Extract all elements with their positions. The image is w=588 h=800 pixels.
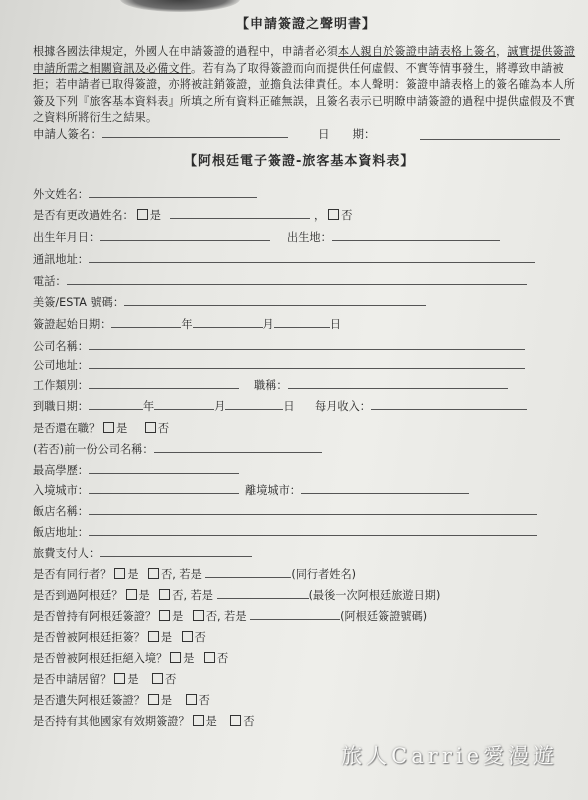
- yes-label: 是: [172, 610, 184, 623]
- residence-row: [33, 671, 176, 687]
- signature-row: [33, 126, 578, 143]
- education-row: [33, 462, 239, 478]
- declaration-title: 【申請簽證之聲明書】: [236, 17, 377, 32]
- companion-row: 是否有同行者？ 是 否, 若是 (同行者姓名): [33, 568, 357, 581]
- hotel-address-field[interactable]: [89, 524, 537, 536]
- day-label: 日: [329, 318, 341, 331]
- no-label: 否: [205, 610, 218, 623]
- visited-no-checkbox[interactable]: [159, 589, 170, 600]
- refused-visa-yes-checkbox[interactable]: [148, 631, 159, 642]
- entry-city-row: [33, 482, 239, 498]
- had-visa-field[interactable]: [250, 608, 340, 620]
- birth-date-field[interactable]: [100, 229, 270, 241]
- us-visa-field[interactable]: [124, 294, 426, 306]
- visited-field[interactable]: [217, 587, 309, 599]
- birth-place-label: 出生地：: [287, 231, 332, 244]
- declaration-underlined-2: 誠實提供簽證申請所需之相關資訊及必備文件: [33, 45, 576, 75]
- had-visa-no-checkbox[interactable]: [193, 610, 204, 621]
- no-label: 否: [341, 209, 353, 222]
- visa-start-row: [33, 316, 341, 332]
- yes-label: 是: [183, 652, 195, 665]
- job-type-field[interactable]: [89, 377, 239, 389]
- declaration-underlined-1: 本人親自於簽證申請表格上簽名: [337, 45, 497, 58]
- other-visa-row: [33, 713, 255, 729]
- companion-yes-checkbox[interactable]: [114, 568, 125, 579]
- payer-row: [33, 545, 252, 561]
- prev-company-field[interactable]: [154, 441, 322, 453]
- still-employed-label: 是否還在職？: [33, 422, 101, 435]
- declaration-text-part: 根據各國法律規定，外國人在申請簽證的過程中，申請者必須: [33, 45, 338, 58]
- birth-date-label: 出生年月日：: [33, 231, 101, 244]
- lost-visa-no-checkbox[interactable]: [186, 694, 197, 705]
- year-label: 年: [142, 400, 155, 413]
- yes-label: 是: [138, 589, 150, 602]
- prev-company-label: (若否)前一份公司名稱：: [33, 443, 154, 456]
- monthly-income-label: 每月收入：: [315, 400, 371, 413]
- yes-label: 是: [149, 209, 161, 222]
- declaration-text-part: 。若有為了取得簽證而向而提供任何虛假、不實等情事發生，將導致申請被拒；若申請者已取得簽證，亦將被註銷簽證，並擔負法律責任。本人聲明：簽證申請表格上的簽名確為本人所簽及下列『旅客基本資料表』所填之所有資料正確無誤，且簽名表示已明瞭申請簽證的過程中提供虛假及不實之資料所將衍生之結果。: [33, 61, 576, 125]
- lost-visa-yes-checkbox[interactable]: [148, 694, 159, 705]
- no-label: 否: [243, 715, 255, 728]
- company-name-field[interactable]: [89, 338, 525, 350]
- hotel-name-row: [33, 503, 537, 519]
- pen-shadow: [120, 0, 240, 12]
- address-field[interactable]: [89, 251, 535, 263]
- refused-visa-label: 是否曾被阿根廷拒簽？: [33, 631, 145, 644]
- residence-label: 是否申請居留？: [33, 673, 112, 686]
- visited-row: 是否到過阿根廷？ 是 否, 若是 (最後一次阿根廷旅遊日期): [33, 589, 441, 602]
- monthly-income-row: [315, 398, 527, 414]
- visa-start-year-field[interactable]: [111, 316, 181, 328]
- job-title-row: [254, 377, 508, 393]
- yes-label: 是: [127, 568, 139, 581]
- watermark: 旅人Carrie愛漫遊: [341, 744, 558, 768]
- had-visa-label: 是否曾持有阿根廷簽證？: [33, 610, 157, 623]
- payer-label: 旅費支付人：: [33, 547, 101, 560]
- refused-entry-row: [33, 650, 228, 666]
- still-employed-yes-checkbox[interactable]: [103, 422, 114, 433]
- education-label: 最高學歷：: [33, 464, 89, 477]
- birth-place-row: [287, 229, 500, 245]
- month-label: 月: [262, 318, 274, 331]
- refused-entry-label: 是否曾被阿根廷拒絕入境？: [33, 652, 168, 665]
- signature-field[interactable]: [102, 126, 288, 138]
- name-changed-label: 是否有更改過姓名：: [33, 209, 134, 222]
- refused-entry-no-checkbox[interactable]: [204, 652, 215, 663]
- education-field[interactable]: [89, 462, 239, 474]
- date-field[interactable]: [420, 128, 560, 140]
- if-yes-label: 若是: [190, 589, 213, 602]
- entry-city-label: 入境城市：: [33, 484, 89, 497]
- visited-note: (最後一次阿根廷旅遊日期): [308, 589, 441, 602]
- payer-field[interactable]: [100, 545, 252, 557]
- phone-label: 電話：: [33, 275, 67, 288]
- month-label: 月: [214, 400, 226, 413]
- hotel-address-row: [33, 524, 537, 540]
- visa-start-month-field[interactable]: [193, 316, 263, 328]
- still-employed-no-checkbox[interactable]: [145, 422, 156, 433]
- if-yes-label: 若是: [179, 568, 202, 581]
- job-row: [33, 377, 239, 393]
- name-changed-no-checkbox[interactable]: [328, 209, 339, 220]
- refused-entry-yes-checkbox[interactable]: [170, 652, 181, 663]
- signature-label: 申請人簽名：: [33, 127, 102, 141]
- residence-yes-checkbox[interactable]: [114, 673, 125, 684]
- job-type-label: 工作類別：: [33, 379, 89, 392]
- yes-label: 是: [127, 673, 139, 686]
- start-date-label: 到職日期：: [33, 400, 89, 413]
- declaration-text: [33, 44, 578, 127]
- yes-label: 是: [205, 715, 217, 728]
- us-visa-row: [33, 294, 426, 310]
- other-visa-label: 是否持有其他國家有效期簽證？: [33, 715, 190, 728]
- exit-city-field[interactable]: [301, 482, 469, 494]
- foreign-name-row: [33, 186, 257, 202]
- name-changed-yes-checkbox[interactable]: [137, 209, 148, 220]
- visa-start-label: 簽證起始日期：: [33, 318, 112, 331]
- companion-note: (同行者姓名): [291, 568, 357, 581]
- hotel-name-field[interactable]: [89, 503, 537, 515]
- prev-company-row: [33, 441, 322, 457]
- no-label: 否: [217, 652, 229, 665]
- phone-field[interactable]: [67, 273, 527, 285]
- us-visa-label: 美簽/ESTA 號碼：: [33, 296, 125, 309]
- day-label: 日: [283, 400, 295, 413]
- yes-label: 是: [160, 631, 173, 644]
- had-visa-note: (阿根廷簽證號碼): [340, 610, 428, 623]
- address-row: [33, 251, 535, 267]
- foreign-name-field[interactable]: [89, 186, 257, 198]
- no-label: 否: [198, 694, 210, 707]
- birth-place-field[interactable]: [332, 229, 500, 241]
- job-title-label: 職稱：: [254, 379, 288, 392]
- job-title-field[interactable]: [288, 377, 508, 389]
- had-visa-yes-checkbox[interactable]: [159, 610, 170, 621]
- start-date-day-field[interactable]: [225, 398, 283, 410]
- companion-no-checkbox[interactable]: [148, 568, 159, 579]
- no-label: 否: [172, 589, 184, 602]
- refused-visa-no-checkbox[interactable]: [182, 631, 193, 642]
- yes-label: 是: [160, 694, 173, 707]
- no-label: 否: [161, 568, 173, 581]
- visited-yes-checkbox[interactable]: [126, 589, 137, 600]
- hotel-address-label: 飯店地址：: [33, 526, 89, 539]
- declaration-text-part: ，: [496, 45, 508, 58]
- start-date-month-field[interactable]: [154, 398, 214, 410]
- no-label: 否: [194, 631, 206, 644]
- monthly-income-field[interactable]: [371, 398, 527, 410]
- other-visa-yes-checkbox[interactable]: [193, 715, 204, 726]
- lost-visa-label: 是否遺失阿根廷簽證？: [33, 694, 145, 707]
- yes-label: 是: [116, 422, 128, 435]
- date-label: 日 期：: [318, 127, 376, 141]
- foreign-name-label: 外文姓名：: [33, 188, 89, 201]
- if-yes-label: 若是: [224, 610, 247, 623]
- name-changed-field[interactable]: [170, 207, 310, 219]
- company-address-row: [33, 357, 525, 373]
- entry-city-field[interactable]: [89, 482, 239, 494]
- exit-city-label: 離境城市：: [245, 484, 301, 497]
- start-date-row: [33, 398, 295, 414]
- company-name-label: 公司名稱：: [33, 340, 89, 353]
- form-title: 【阿根廷電子簽證-旅客基本資料表】: [184, 154, 415, 169]
- birth-row: [33, 229, 270, 245]
- lost-visa-row: [33, 692, 210, 708]
- visited-label: 是否到過阿根廷？: [33, 589, 123, 602]
- exit-city-row: [245, 482, 469, 498]
- company-address-field[interactable]: [89, 357, 525, 369]
- other-visa-no-checkbox[interactable]: [230, 715, 241, 726]
- year-label: 年: [181, 318, 193, 331]
- companion-label: 是否有同行者？: [33, 568, 112, 581]
- visa-start-day-field[interactable]: [274, 316, 330, 328]
- company-name-row: [33, 338, 525, 354]
- residence-no-checkbox[interactable]: [152, 673, 163, 684]
- company-address-label: 公司地址：: [33, 359, 89, 372]
- start-date-year-field[interactable]: [89, 398, 143, 410]
- hotel-name-label: 飯店名稱：: [33, 505, 89, 518]
- phone-row: [33, 273, 527, 289]
- no-label: 否: [157, 422, 170, 435]
- had-visa-row: 是否曾持有阿根廷簽證？ 是 否, 若是 (阿根廷簽證號碼): [33, 610, 428, 623]
- name-changed-row: 是否有更改過姓名： 是 ， 否: [33, 209, 353, 222]
- address-label: 通訊地址：: [33, 253, 89, 266]
- refused-visa-row: [33, 629, 206, 645]
- no-label: 否: [165, 673, 177, 686]
- companion-field[interactable]: [205, 566, 291, 578]
- still-employed-row: [33, 420, 169, 436]
